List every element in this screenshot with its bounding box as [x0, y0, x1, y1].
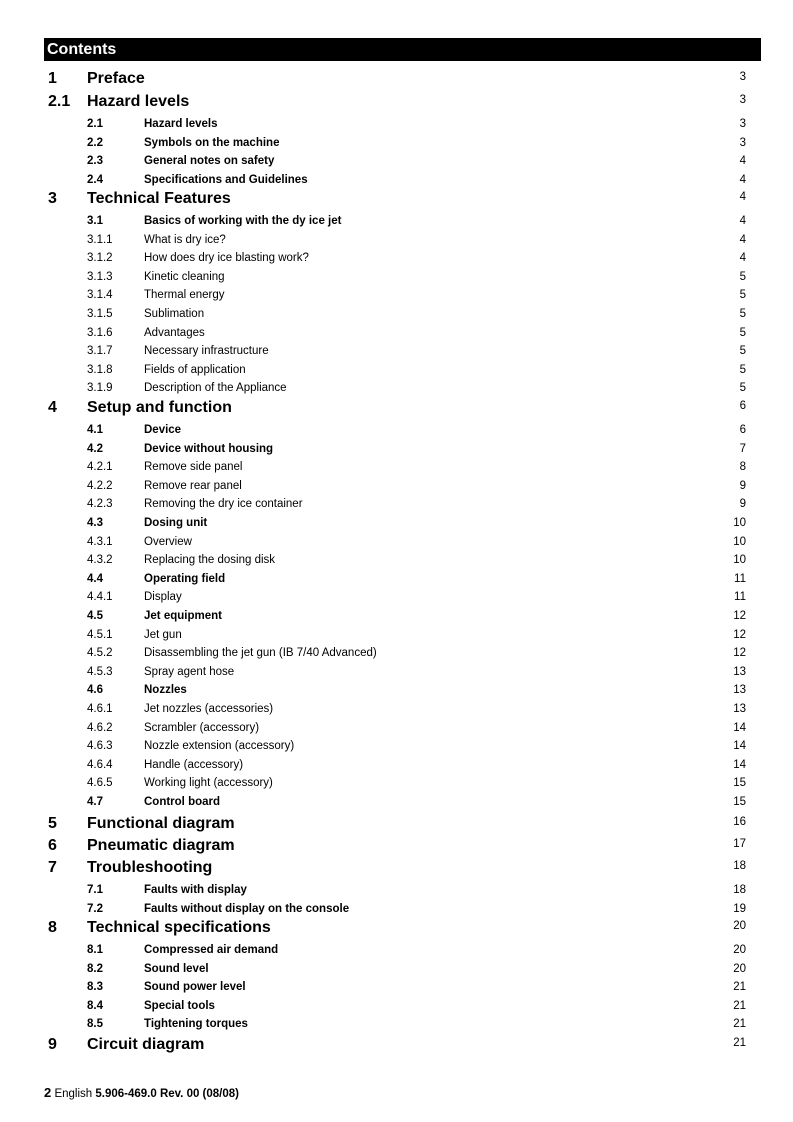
toc-entry-page: 5 — [739, 326, 746, 339]
toc-entry-title: Technical Features — [87, 190, 231, 207]
toc-entry[interactable] — [0, 756, 793, 774]
toc-entry-title: Troubleshooting — [87, 859, 213, 876]
toc-entry[interactable] — [0, 588, 793, 606]
toc-entry[interactable] — [0, 305, 793, 323]
toc-entry[interactable] — [0, 249, 793, 267]
toc-entry-page: 13 — [733, 703, 746, 715]
toc-entry-title: Nozzle extension (accessory) — [144, 740, 295, 753]
toc-entry-number: 4.4 — [87, 572, 103, 585]
toc-entry-number: 7.1 — [87, 884, 103, 896]
toc-entry-title: Specifications and Guidelines — [144, 173, 308, 186]
toc-entry-page: 18 — [733, 884, 746, 896]
toc-entry[interactable] — [0, 941, 793, 959]
toc-entry-page: 13 — [733, 665, 746, 678]
toc-entry-page: 17 — [733, 838, 746, 850]
toc-entry[interactable] — [0, 68, 793, 90]
toc-entry-number: 4.2.2 — [87, 479, 113, 492]
toc-entry-page: 5 — [739, 270, 746, 283]
toc-entry[interactable] — [0, 960, 793, 978]
toc-entry-number: 3.1.2 — [87, 252, 113, 265]
toc-entry-page: 5 — [739, 363, 746, 376]
toc-entry-page: 5 — [739, 289, 746, 302]
toc-entry[interactable] — [0, 978, 793, 996]
toc-entry-page: 20 — [733, 920, 746, 932]
toc-entry[interactable] — [0, 1034, 793, 1056]
toc-entry[interactable] — [0, 152, 793, 170]
toc-entry[interactable] — [0, 440, 793, 458]
toc-entry-title: Dosing unit — [144, 517, 208, 529]
toc-entry-number: 2.2 — [87, 136, 103, 149]
toc-entry-page: 20 — [733, 962, 746, 975]
toc-entry-page: 4 — [739, 173, 746, 186]
toc-entry-page: 12 — [733, 647, 746, 660]
toc-entry-number: 7 — [48, 859, 57, 876]
toc-entry[interactable] — [0, 188, 793, 210]
toc-entry-number: 3.1.5 — [87, 308, 113, 320]
toc-entry-number: 8.2 — [87, 962, 103, 975]
toc-entry-page: 14 — [733, 740, 746, 753]
toc-entry[interactable] — [0, 607, 793, 625]
toc-entry[interactable] — [0, 700, 793, 718]
toc-entry[interactable] — [0, 379, 793, 397]
toc-entry-title: Remove rear panel — [144, 479, 242, 492]
toc-entry-number: 4.3.2 — [87, 554, 113, 567]
toc-entry[interactable] — [0, 626, 793, 644]
toc-entry-title: Sound level — [144, 962, 209, 975]
toc-entry-page: 10 — [733, 517, 746, 529]
toc-entry-number: 3 — [48, 190, 57, 207]
toc-entry-number: 3.1.8 — [87, 363, 113, 376]
toc-entry-page: 10 — [733, 554, 746, 567]
toc-entry-page: 11 — [734, 572, 746, 585]
toc-entry-number: 3.1.7 — [87, 345, 113, 358]
toc-entry-number: 7.2 — [87, 902, 103, 915]
toc-entry[interactable] — [0, 857, 793, 879]
toc-entry[interactable] — [0, 570, 793, 588]
toc-entry-number: 4 — [48, 399, 57, 416]
toc-entry[interactable] — [0, 997, 793, 1015]
toc-entry-title: Pneumatic diagram — [87, 837, 235, 854]
toc-entry-title: Control board — [144, 796, 221, 808]
toc-entry[interactable] — [0, 514, 793, 532]
toc-entry-page: 21 — [733, 981, 746, 994]
toc-entry-page: 19 — [733, 902, 746, 915]
toc-entry-number: 4.6 — [87, 684, 103, 697]
toc-entry-title: Working light (accessory) — [144, 777, 273, 790]
toc-entry-title: Jet nozzles (accessories) — [144, 703, 274, 715]
toc-entry-number: 3.1 — [87, 215, 103, 227]
toc-entry-number: 1 — [48, 70, 57, 87]
toc-entry[interactable] — [0, 134, 793, 152]
toc-entry[interactable] — [0, 212, 793, 230]
toc-entry-title: Symbols on the machine — [144, 136, 280, 149]
toc-entry-title: Basics of working with the dy ice jet — [144, 215, 342, 227]
toc-entry[interactable] — [0, 361, 793, 379]
toc-entry-page: 13 — [733, 684, 746, 697]
toc-entry-title: Nozzles — [144, 684, 187, 697]
toc-entry-title: Removing the dry ice container — [144, 498, 303, 511]
toc-entry[interactable] — [0, 115, 793, 133]
toc-entry[interactable] — [0, 171, 793, 189]
toc-entry[interactable] — [0, 495, 793, 513]
toc-entry-page: 4 — [739, 215, 746, 227]
footer-language: English — [54, 1088, 93, 1100]
toc-entry-page: 3 — [739, 136, 746, 149]
toc-entry-number: 4.7 — [87, 796, 103, 808]
toc-entry-number: 4.6.1 — [87, 703, 113, 715]
toc-entry-title: Functional diagram — [87, 815, 235, 832]
contents-header: Contents — [44, 38, 761, 61]
toc-entry-page: 3 — [739, 94, 746, 106]
toc-entry-number: 4.5.1 — [87, 628, 113, 641]
toc-entry-page: 7 — [739, 442, 746, 455]
toc-entry-title: Thermal energy — [144, 289, 225, 302]
toc-entry-title: Necessary infrastructure — [144, 345, 269, 358]
toc-entry-title: Preface — [87, 70, 145, 87]
toc-entry-number: 4.6.2 — [87, 721, 113, 734]
toc-entry-page: 15 — [733, 777, 746, 790]
toc-entry-title: Special tools — [144, 999, 215, 1012]
toc-entry[interactable] — [0, 286, 793, 304]
toc-entry-title: Circuit diagram — [87, 1036, 205, 1053]
toc-entry-title: How does dry ice blasting work? — [144, 252, 309, 265]
toc-entry-page: 10 — [733, 535, 746, 548]
toc-entry[interactable] — [0, 397, 793, 419]
page-footer — [44, 1085, 239, 1102]
toc-entry-number: 2.1 — [48, 93, 71, 110]
toc-entry-title: Operating field — [144, 572, 226, 585]
toc-entry-page: 4 — [739, 191, 746, 203]
toc-entry-title: General notes on safety — [144, 155, 275, 168]
footer-page-number: 2 — [44, 1085, 52, 1100]
toc-entry-title: Faults without display on the console — [144, 902, 350, 915]
toc-entry-title: Remove side panel — [144, 461, 243, 474]
toc-entry-page: 18 — [733, 860, 746, 872]
toc-entry-number: 4.2.1 — [87, 461, 113, 474]
toc-entry-title: What is dry ice? — [144, 233, 226, 246]
toc-entry[interactable] — [0, 477, 793, 495]
toc-entry-number: 3.1.4 — [87, 289, 113, 302]
toc-entry-title: Advantages — [144, 326, 205, 339]
toc-entry-title: Hazard levels — [87, 93, 190, 110]
toc-entry-page: 9 — [739, 479, 746, 492]
toc-entry-title: Jet equipment — [144, 610, 222, 622]
toc-entry-number: 4.2 — [87, 442, 103, 455]
toc-entry-number: 4.3 — [87, 517, 103, 529]
toc-entry-page: 6 — [739, 400, 746, 412]
toc-entry[interactable] — [0, 91, 793, 113]
toc-entry-number: 8.3 — [87, 981, 103, 994]
toc-entry[interactable] — [0, 1015, 793, 1033]
toc-entry-title: Hazard levels — [144, 118, 218, 130]
footer-document-id: 5.906-469.0 Rev. 00 (08/08) — [95, 1088, 239, 1100]
toc-entry-number: 4.5.3 — [87, 665, 113, 678]
toc-entry[interactable] — [0, 917, 793, 939]
toc-entry-page: 5 — [739, 382, 746, 395]
toc-entry-number: 8 — [48, 919, 57, 936]
toc-entry-number: 2.3 — [87, 155, 103, 168]
toc-entry-number: 2.1 — [87, 118, 103, 130]
toc-entry-title: Technical specifications — [87, 919, 271, 936]
toc-entry-title: Jet gun — [144, 628, 182, 641]
toc-entry-title: Setup and function — [87, 399, 232, 416]
toc-entry-title: Sublimation — [144, 308, 205, 320]
toc-entry-number: 5 — [48, 815, 57, 832]
toc-entry[interactable] — [0, 681, 793, 699]
toc-entry-number: 4.5.2 — [87, 647, 113, 660]
toc-entry-page: 14 — [733, 758, 746, 771]
toc-entry[interactable] — [0, 533, 793, 551]
toc-entry[interactable] — [0, 835, 793, 857]
toc-entry[interactable] — [0, 737, 793, 755]
toc-entry-page: 4 — [739, 252, 746, 265]
toc-entry-page: 15 — [733, 796, 746, 808]
toc-entry-page: 3 — [739, 118, 746, 130]
toc-entry-title: Kinetic cleaning — [144, 270, 225, 283]
toc-entry-number: 8.5 — [87, 1018, 103, 1031]
toc-entry-number: 3.1.6 — [87, 326, 113, 339]
toc-entry-title: Sound power level — [144, 981, 246, 994]
toc-entry-title: Handle (accessory) — [144, 758, 244, 771]
toc-entry-page: 21 — [733, 999, 746, 1012]
toc-entry-number: 8.4 — [87, 999, 103, 1012]
toc-entry[interactable] — [0, 231, 793, 249]
toc-entry-page: 4 — [739, 155, 746, 168]
toc-entry-title: Device without housing — [144, 442, 274, 455]
toc-entry-number: 4.5 — [87, 610, 103, 622]
toc-entry-title: Scrambler (accessory) — [144, 721, 260, 734]
toc-entry-page: 9 — [739, 498, 746, 511]
toc-entry-number: 4.3.1 — [87, 535, 113, 548]
toc-entry[interactable] — [0, 663, 793, 681]
toc-entry-number: 4.6.5 — [87, 777, 113, 790]
toc-entry-page: 8 — [739, 461, 746, 474]
toc-entry-number: 4.2.3 — [87, 498, 113, 511]
toc-entry[interactable] — [0, 719, 793, 737]
toc-entry-page: 12 — [733, 628, 746, 641]
toc-entry-page: 6 — [739, 424, 746, 436]
toc-entry-page: 3 — [739, 71, 746, 83]
toc-entry[interactable] — [0, 793, 793, 811]
toc-entry[interactable] — [0, 324, 793, 342]
toc-entry-title: Fields of application — [144, 363, 246, 376]
toc-entry[interactable] — [0, 421, 793, 439]
toc-entry-title: Device — [144, 424, 182, 436]
toc-entry-page: 20 — [733, 944, 746, 956]
toc-entry-title: Overview — [144, 535, 192, 548]
toc-entry-number: 4.6.3 — [87, 740, 113, 753]
toc-entry[interactable] — [0, 342, 793, 360]
toc-entry-page: 4 — [739, 233, 746, 246]
toc-entry[interactable] — [0, 881, 793, 899]
toc-entry-title: Disassembling the jet gun (IB 7/40 Advanced) — [144, 647, 377, 660]
toc-entry-number: 4.6.4 — [87, 758, 113, 771]
toc-entry-number: 3.1.9 — [87, 382, 113, 395]
toc-entry-number: 2.4 — [87, 173, 103, 186]
toc-entry-title: Compressed air demand — [144, 944, 279, 956]
toc-entry-number: 4.1 — [87, 424, 103, 436]
toc-entry-title: Tightening torques — [144, 1018, 248, 1031]
toc-entry-number: 4.4.1 — [87, 591, 113, 604]
toc-entry-page: 5 — [739, 345, 746, 358]
toc-entry[interactable] — [0, 900, 793, 918]
toc-entry-number: 9 — [48, 1036, 57, 1053]
toc-entry-page: 11 — [734, 591, 746, 604]
toc-entry-number: 3.1.1 — [87, 233, 113, 246]
toc-entry-title: Display — [144, 591, 182, 604]
toc-entry-page: 16 — [733, 816, 746, 828]
toc-entry[interactable] — [0, 813, 793, 835]
toc-entry-page: 21 — [733, 1037, 746, 1049]
toc-entry-page: 21 — [733, 1018, 746, 1031]
toc-entry-page: 5 — [739, 308, 746, 320]
toc-entry[interactable] — [0, 551, 793, 569]
toc-entry[interactable] — [0, 774, 793, 792]
toc-entry-number: 8.1 — [87, 944, 103, 956]
toc-entry-title: Faults with display — [144, 884, 247, 896]
toc-entry[interactable] — [0, 644, 793, 662]
toc-entry[interactable] — [0, 458, 793, 476]
toc-entry-title: Replacing the dosing disk — [144, 554, 276, 567]
toc-entry-title: Spray agent hose — [144, 665, 235, 678]
toc-entry-page: 12 — [733, 610, 746, 622]
toc-entry[interactable] — [0, 268, 793, 286]
toc-entry-page: 14 — [733, 721, 746, 734]
toc-entry-number: 6 — [48, 837, 57, 854]
toc-entry-title: Description of the Appliance — [144, 382, 287, 395]
toc-entry-number: 3.1.3 — [87, 270, 113, 283]
